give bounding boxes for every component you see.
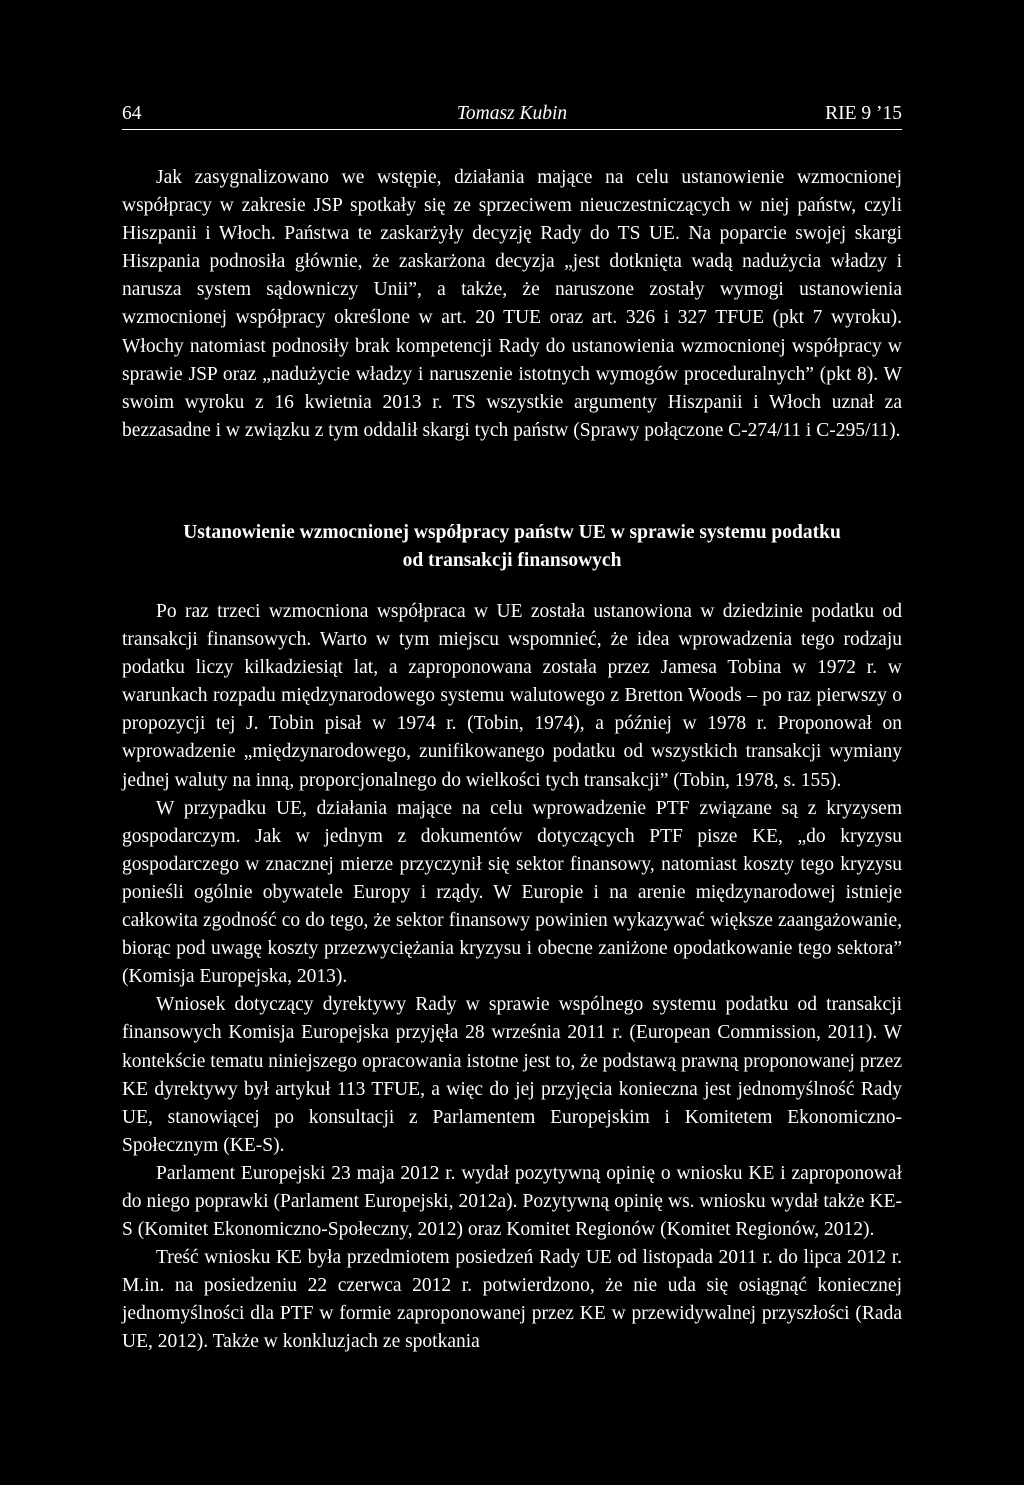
body-paragraph: Jak zasygnalizowano we wstępie, działania mające na celu ustanowienie wzmocnionej współpracy w zakresie JSP spotkały się ze sprzeciwem nieuczestniczących w niej państw, czyli Hiszpanii i Włoch. Państwa te zaskarżyły decyzję Rady do TS UE. Na poparcie swojej skargi Hiszpania podnosiła głównie, że zaskarżona decyzja „jest dotknięta wadą nadużycia władzy i narusza system sądowniczy Unii”, a także, że naruszone zostały wymogi ustanowienia wzmocnionej współpracy określone w art. 20 TUE oraz art. 326 i 327 TFUE (pkt 7 wyroku). Włochy natomiast podnosiły brak kompetencji Rady do ustanowienia wzmocnionej współpracy w sprawie JSP oraz „nadużycie władzy i naruszenie istotnych wymogów proceduralnych” (pkt 8). W swoim wyroku z 16 kwietnia 2013 r. TS wszystkie argumenty Hiszpanii i Włoch uznał za bezzasadne i w związku z tym oddalił skargi tych państw (Sprawy połączone C-274/11 i C-295/11). — [122, 167, 902, 441]
body-paragraph: Wniosek dotyczący dyrektywy Rady w sprawie wspólnego systemu podatku od transakcji finansowych Komisja Europejska przyjęła 28 września 2011 r. (European Commission, 2011). W kontekście tematu niniejszego opracowania istotne jest to, że podstawą prawną proponowanej przez KE dyrektywy był artykuł 113 TFUE, a więc do jej przyjęcia konieczna jest jednomyślność Rady UE, stanowiącej po konsultacji z Parlamentem Europejskim i Komitetem Ekonomiczno-Społecznym (KE-S). — [122, 994, 902, 1156]
section-heading — [122, 519, 902, 575]
section-heading-line-1: Ustanowienie wzmocnionej współpracy państw UE w sprawie systemu podatku — [183, 522, 841, 543]
body-paragraph: Po raz trzeci wzmocniona współpraca w UE została ustanowiona w dziedzinie podatku od transakcji finansowych. Warto w tym miejscu wspomnieć, że idea wprowadzenia tego rodzaju podatku liczy kilkadziesiąt lat, a zaproponowana została przez Jamesa Tobina w 1972 r. w warunkach rozpadu międzynarodowego systemu walutowego z Bretton Woods – po raz pierwszy o propozycji tej J. Tobin pisał w 1974 r. (Tobin, 1974), a później w 1978 r. Proponował on wprowadzenie „międzynarodowego, zunifikowanego podatku od wszystkich transakcji wymiany jednej waluty na inną, proporcjonalnego do wielkości tych transakcji” (Tobin, 1978, s. 155). — [122, 601, 902, 791]
section-heading-line-2: od transakcji finansowych — [402, 550, 622, 571]
running-header-journal: RIE 9 ’15 — [825, 103, 902, 124]
body-paragraph: Treść wniosku KE była przedmiotem posiedzeń Rady UE od listopada 2011 r. do lipca 2012 r. M.in. na posiedzeniu 22 czerwca 2012 r. potwierdzono, że nie uda się osiągnąć koniecznej jednomyślności dla PTF w formie zaproponowanej przez KE w przewidywalnej przyszłości (Rada UE, 2012). Także w konkluzjach ze spotkania — [122, 1247, 902, 1353]
running-header — [122, 103, 902, 130]
body-paragraph: Parlament Europejski 23 maja 2012 r. wydał pozytywną opinię o wniosku KE i zaproponował do niego poprawki (Parlament Europejski, 2012a). Pozytywną opinię ws. wniosku wydał także KE-S (Komitet Ekonomiczno-Społeczny, 2012) oraz Komitet Regionów (Komitet Regionów, 2012). — [122, 1162, 902, 1241]
body-paragraph: W przypadku UE, działania mające na celu wprowadzenie PTF związane są z kryzysem gospodarczym. Jak w jednym z dokumentów dotyczących PTF pisze KE, „do kryzysu gospodarczego w znacznej mierze przyczynił się sektor finansowy, natomiast koszty tego kryzysu ponieśli ogólnie obywatele Europy i rządy. W Europie i na arenie międzynarodowej istnieje całkowita zgodność co do tego, że sektor finansowy powinien wykazywać większe zaangażowanie, biorąc pod uwagę koszty przezwyciężania kryzysu i obecne zaniżone opodatkowanie tego sektora” (Komisja Europejska, 2013). — [122, 797, 902, 988]
intro-text-block — [122, 164, 902, 445]
page-number: 64 — [122, 103, 142, 124]
running-header-author: Tomasz Kubin — [456, 103, 568, 124]
section-text-block — [122, 598, 902, 1357]
